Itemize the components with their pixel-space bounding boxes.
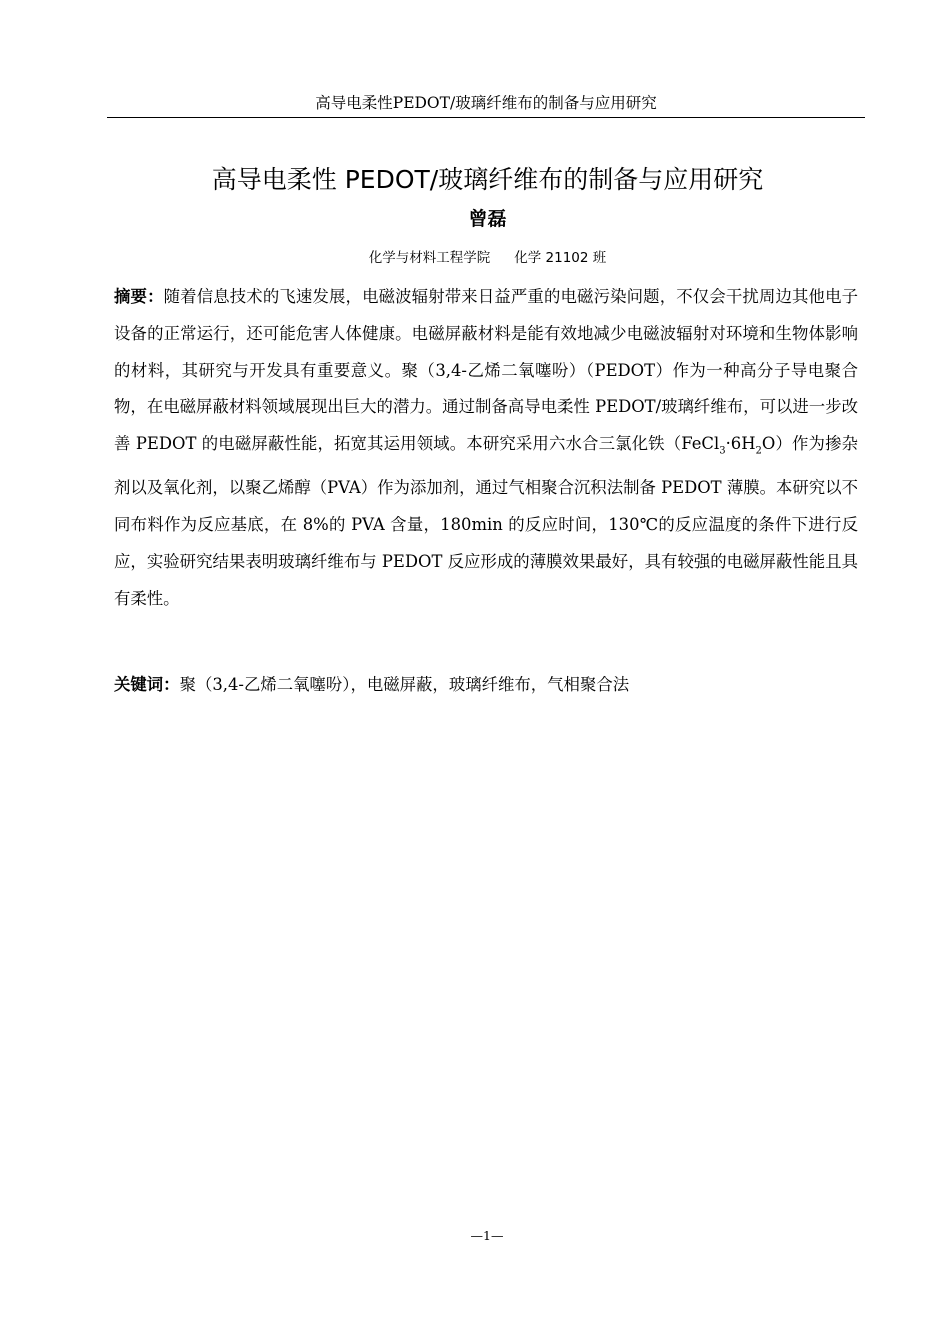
running-header-title: 高导电柔性PEDOT/玻璃纤维布的制备与应用研究 — [315, 94, 657, 112]
abstract-subscript-2: 2 — [755, 445, 762, 457]
abstract-subscript-3: 3 — [719, 445, 726, 457]
abstract-text-part-3: O）作为掺杂剂以及氧化剂，以聚乙烯醇（PVA）作为添加剂，通过气相聚合沉积法制备 PEDOT 薄膜。本研究以不同布料作为反应基底，在 8%的 PVA 含量，180min 的反应时间，130℃的反应温度的条件下进行反应，实验研究结果表明玻璃纤维布与 PEDOT 反应形成的薄膜效果最好，具有较强的电磁屏蔽性能且具有柔性。 — [114, 434, 858, 608]
paper-title: 高导电柔性 PEDOT/玻璃纤维布的制备与应用研究 — [211, 164, 764, 194]
page-number: —1— — [470, 1228, 504, 1243]
abstract-paragraph — [114, 279, 858, 617]
abstract-text-part-1: 随着信息技术的飞速发展，电磁波辐射带来日益严重的电磁污染问题，不仅会干扰周边其他电子设备的正常运行，还可能危害人体健康。电磁屏蔽材料是能有效地减少电磁波辐射对环境和生物体影响的材料，其研究与开发具有重要意义。聚（3,4-乙烯二氧噻吩）（PEDOT）作为一种高分子导电聚合物，在电磁屏蔽材料领域展现出巨大的潜力。通过制备高导电柔性 PEDOT/玻璃纤维布，可以进一步改善 PEDOT 的电磁屏蔽性能，拓宽其运用领域。本研究采用六水合三氯化铁（FeCl — [114, 287, 859, 454]
abstract-text-part-2: ·6H — [725, 434, 756, 454]
running-header — [107, 92, 865, 118]
keywords-text: 聚（3,4-乙烯二氧噻吩），电磁屏蔽，玻璃纤维布，气相聚合法 — [179, 675, 630, 694]
class-name: 化学 21102 班 — [514, 250, 607, 266]
keywords-paragraph — [114, 671, 858, 699]
keywords-label: 关键词： — [114, 675, 180, 694]
author-affiliation — [60, 247, 915, 269]
author-name: 曾磊 — [468, 208, 507, 230]
abstract-label: 摘要： — [114, 287, 164, 306]
school-name: 化学与材料工程学院 — [368, 250, 491, 266]
